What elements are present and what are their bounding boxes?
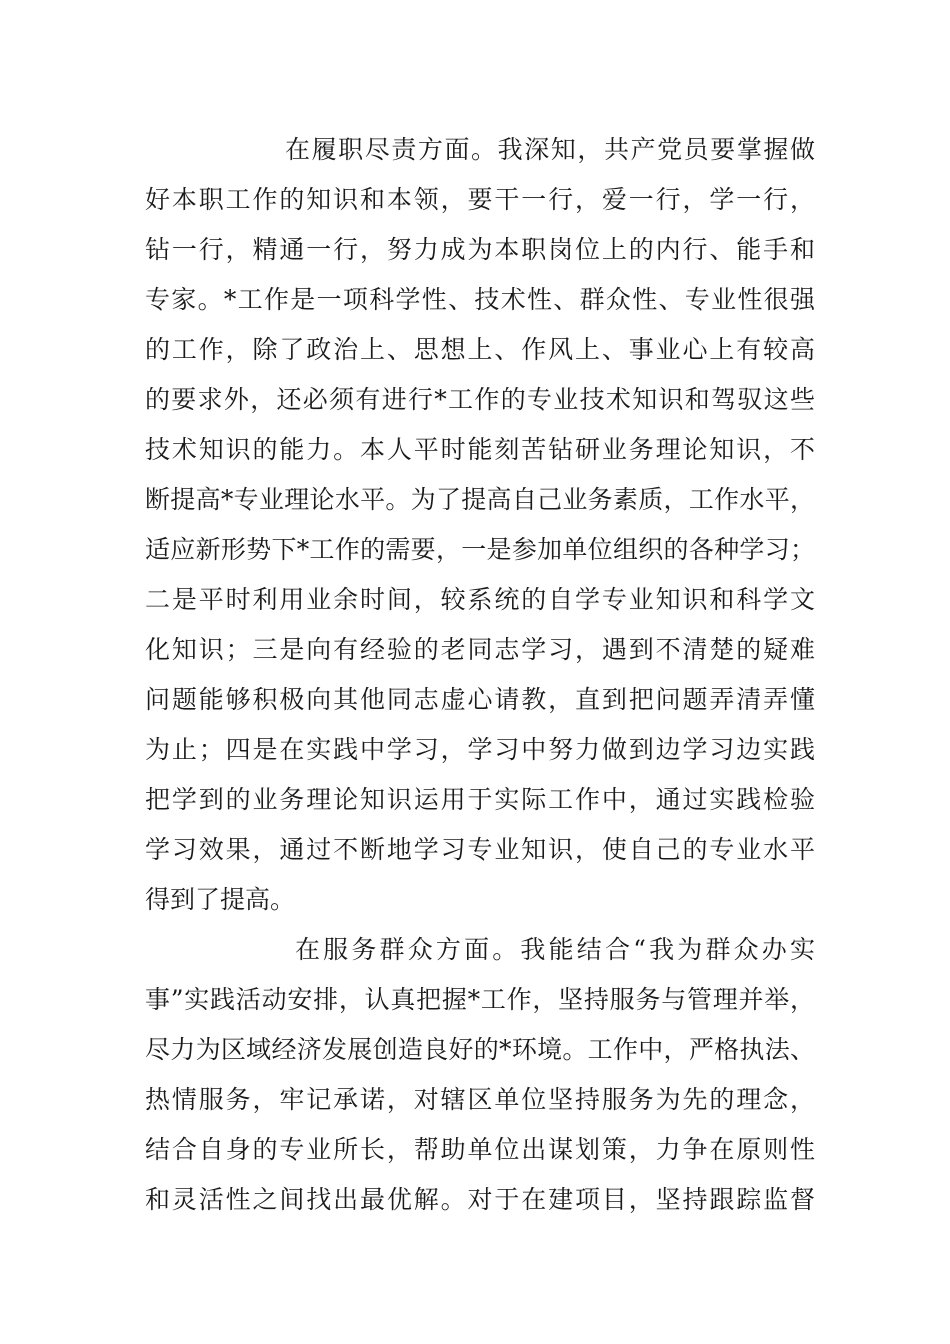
text-line: 专家。*工作是一项科学性、技术性、群众性、专业性很强 [145,285,817,314]
text-line: 好本职工作的知识和本领，要干一行，爱一行，学一行， [145,185,817,214]
text-line: 在履职尽责方面。我深知，共产党员要掌握做 [285,135,817,164]
text-line: 尽力为区域经济发展创造良好的*环境。工作中，严格执法、 [145,1035,816,1064]
text-line: 把学到的业务理论知识运用于实际工作中，通过实践检验 [145,785,817,814]
text-line: 结合自身的专业所长，帮助单位出谋划策，力争在原则性 [145,1135,817,1164]
text-line: 事”实践活动安排，认真把握*工作，坚持服务与管理并举， [145,985,816,1014]
text-line: 和灵活性之间找出最优解。对于在建项目，坚持跟踪监督 [145,1185,817,1214]
text-line: 化知识；三是向有经验的老同志学习，遇到不清楚的疑难 [145,635,817,664]
text-line: 学习效果，通过不断地学习专业知识，使自己的专业水平 [145,835,817,864]
text-line: 适应新形势下*工作的需要，一是参加单位组织的各种学习； [145,535,816,564]
text-line: 的要求外，还必须有进行*工作的专业技术知识和驾驭这些 [145,385,817,414]
text-line: 技术知识的能力。本人平时能刻苦钻研业务理论知识，不 [145,435,817,464]
text-line: 问题能够积极向其他同志虚心请教，直到把问题弄清弄懂 [145,685,817,714]
text-line: 在服务群众方面。我能结合“我为群众办实 [295,935,819,964]
text-line: 热情服务，牢记承诺，对辖区单位坚持服务为先的理念， [145,1085,817,1114]
text-line: 为止；四是在实践中学习，学习中努力做到边学习边实践 [145,735,817,764]
text-line: 断提高*专业理论水平。为了提高自己业务素质，工作水平， [145,485,816,514]
text-line: 得到了提高。 [145,885,296,914]
text-line: 的工作，除了政治上、思想上、作风上、事业心上有较高 [145,335,817,364]
text-line: 二是平时利用业余时间，较系统的自学专业知识和科学文 [145,585,817,614]
text-line: 钻一行，精通一行，努力成为本职岗位上的内行、能手和 [145,235,817,264]
